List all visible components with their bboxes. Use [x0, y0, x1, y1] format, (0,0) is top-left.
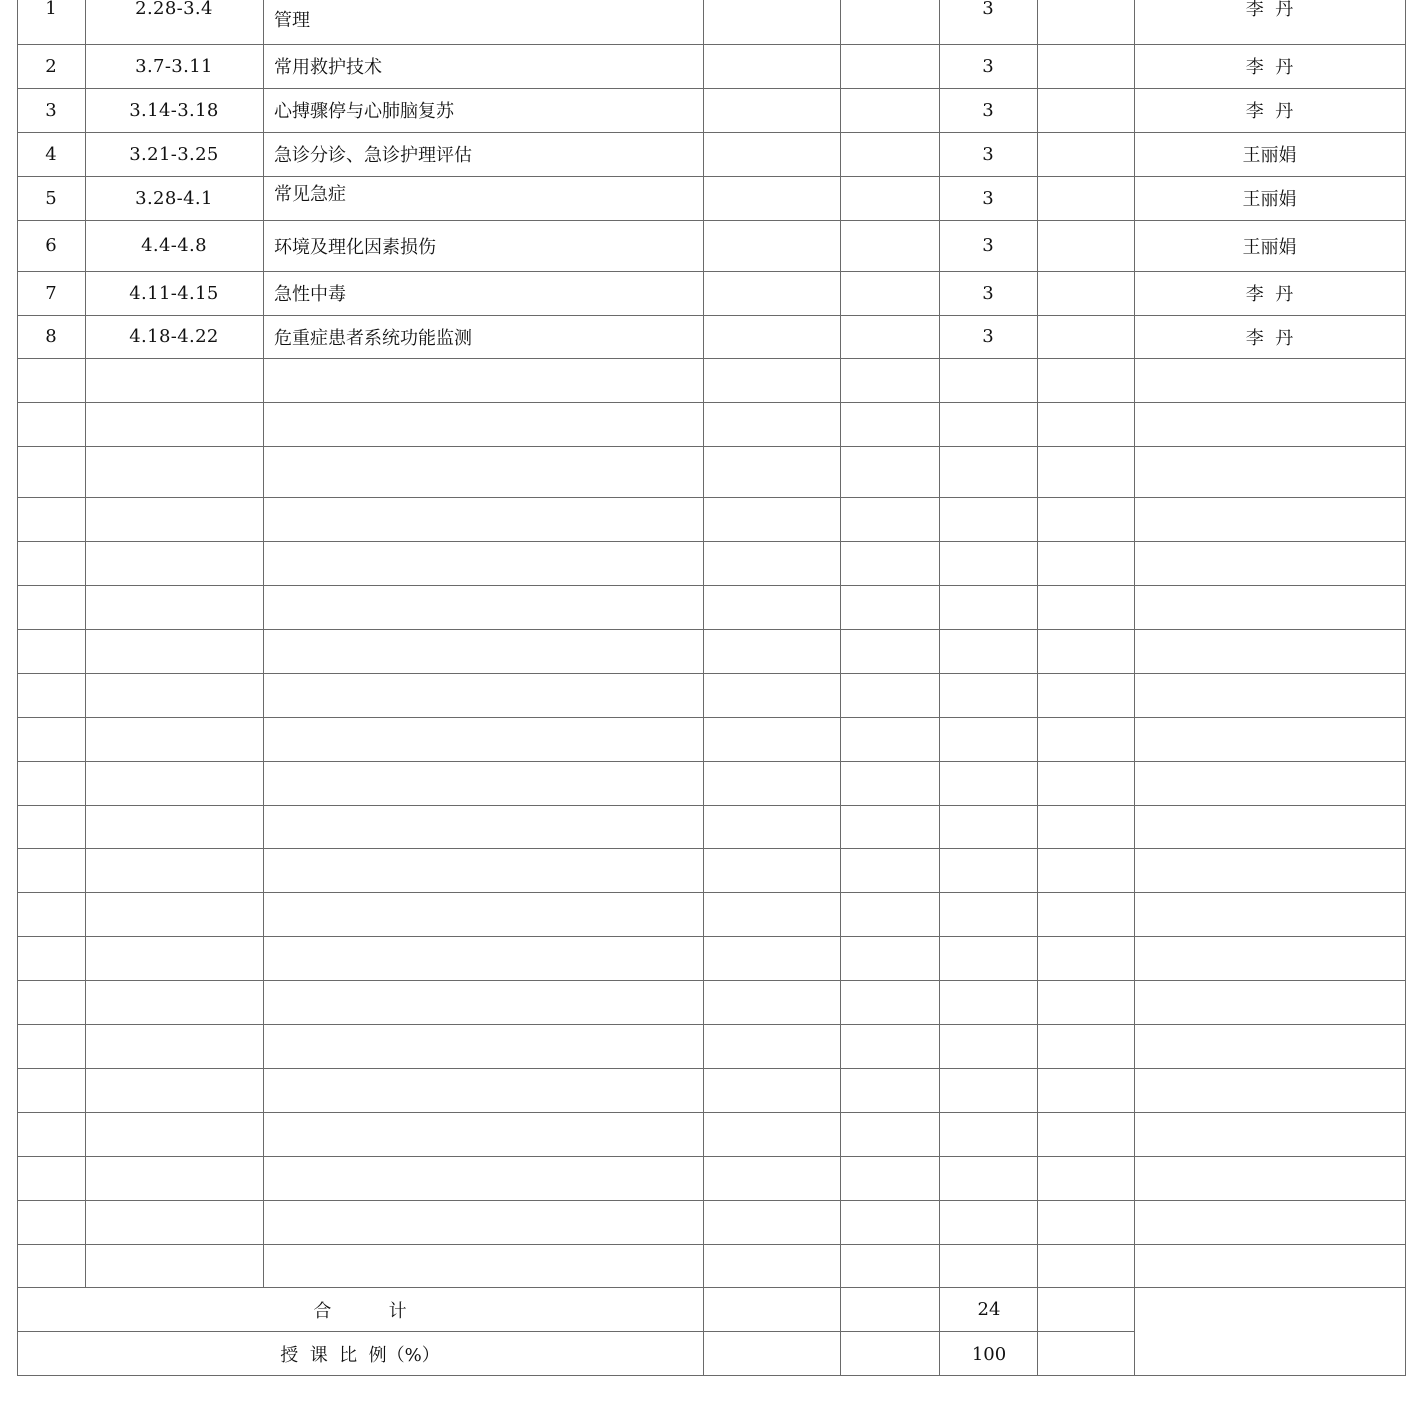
row-hours: 3	[982, 326, 994, 347]
ratio-value: 100	[971, 1343, 1007, 1365]
col-divider	[1405, 0, 1406, 1376]
row-divider	[17, 1024, 1406, 1025]
col-divider	[703, 0, 704, 1376]
row-hours: 3	[982, 0, 994, 19]
row-divider	[17, 673, 1406, 674]
row-number: 8	[45, 326, 57, 347]
row-divider	[17, 402, 1406, 403]
row-date: 3.7-3.11	[135, 55, 213, 77]
row-hours: 3	[982, 282, 994, 304]
row-divider	[17, 1244, 1406, 1245]
row-topic: 常用救护技术	[274, 57, 382, 78]
row-teacher: 李 丹	[1245, 57, 1294, 78]
row-teacher: 王丽娟	[1242, 189, 1297, 210]
col-divider	[840, 0, 841, 1376]
row-hours: 3	[982, 55, 994, 77]
row-teacher: 王丽娟	[1242, 145, 1297, 166]
row-topic: 危重症患者系统功能监测	[274, 327, 472, 349]
row-divider	[17, 629, 1406, 630]
row-date: 4.18-4.22	[129, 326, 219, 347]
row-divider	[17, 497, 1406, 498]
row-divider	[17, 805, 1406, 806]
row-date: 4.4-4.8	[141, 235, 207, 256]
row-number: 2	[45, 55, 57, 77]
row-number: 3	[45, 99, 57, 121]
row-number: 4	[45, 143, 57, 165]
row-number: 6	[45, 235, 57, 256]
row-topic: 环境及理化因素损伤	[274, 236, 436, 258]
row-teacher: 李 丹	[1245, 284, 1294, 305]
row-number: 7	[45, 282, 57, 304]
row-hours: 3	[982, 143, 994, 165]
row-divider	[17, 1200, 1406, 1201]
row-date: 2.28-3.4	[135, 0, 213, 19]
row-divider	[17, 446, 1406, 447]
row-divider	[17, 541, 1406, 542]
row-divider	[17, 980, 1406, 981]
row-divider	[17, 585, 1406, 586]
schedule-table	[17, 0, 1406, 1376]
row-topic: 管理	[274, 10, 310, 31]
row-divider	[17, 761, 1406, 762]
total-hours: 24	[977, 1299, 1001, 1320]
row-date: 4.11-4.15	[129, 282, 219, 304]
row-divider	[17, 1112, 1406, 1113]
row-teacher: 李 丹	[1245, 0, 1294, 20]
row-divider	[17, 892, 1406, 893]
row-hours: 3	[982, 99, 994, 121]
row-divider	[17, 1068, 1406, 1069]
row-divider	[17, 358, 1406, 359]
row-teacher: 李 丹	[1245, 327, 1294, 349]
row-date: 3.28-4.1	[135, 187, 213, 209]
row-number: 5	[45, 187, 57, 209]
total-label: 合 计	[313, 1300, 407, 1322]
row-topic: 常见急症	[274, 184, 346, 205]
row-teacher: 李 丹	[1245, 101, 1294, 122]
row-date: 3.14-3.18	[129, 99, 219, 121]
row-teacher: 王丽娟	[1242, 236, 1297, 258]
row-divider	[17, 848, 1406, 849]
row-topic: 急诊分诊、急诊护理评估	[274, 145, 472, 166]
row-hours: 3	[982, 235, 994, 256]
row-date: 3.21-3.25	[129, 143, 219, 165]
col-divider	[1037, 0, 1038, 1376]
row-hours: 3	[982, 187, 994, 209]
row-divider	[17, 717, 1406, 718]
row-topic: 急性中毒	[274, 284, 346, 305]
row-number: 1	[45, 0, 57, 19]
row-divider	[17, 1156, 1406, 1157]
row-divider	[17, 936, 1406, 937]
row-topic: 心搏骤停与心肺脑复苏	[274, 101, 454, 122]
ratio-label: 授 课 比 例（%）	[280, 1345, 440, 1366]
